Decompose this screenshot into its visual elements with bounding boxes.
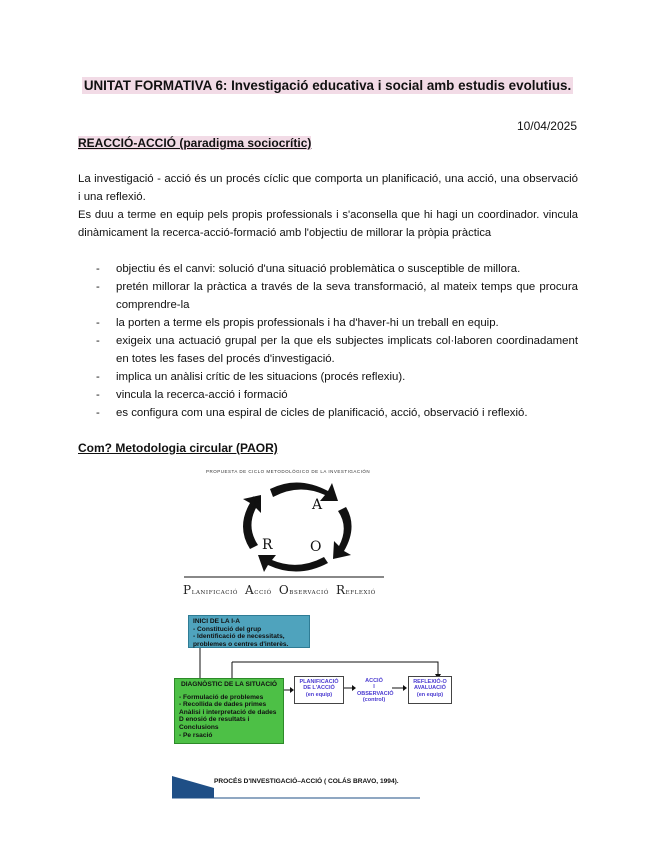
list-item: - objectiu és el canvi: solució d'una situació problemàtica o susceptible de millora.	[78, 260, 578, 278]
section-heading-paor: Com? Metodologia circular (PAOR)	[78, 441, 278, 455]
banner-shape	[172, 776, 214, 798]
paor-cycle-figure	[178, 467, 414, 607]
paor-legend: PLANIFICACIÓ ACCIÓ OBSERVACIÓ REFLEXIÓ	[183, 583, 376, 597]
paragraph-team: Es duu a terme en equip pels propis professionals i s'aconsella que hi hagi un coordinador. vincula dinàmicament la recerca-acció-formació amb l'objectiu de millorar la pròpia pràctica	[78, 209, 578, 239]
paragraph-definition: La investigació - acció és un procés cíclic que comporta un planificació, una acció, una observació i una reflexió.	[78, 173, 578, 203]
arrow-top	[270, 482, 338, 501]
letter-r: R	[262, 537, 273, 553]
letter-p: P	[252, 495, 262, 511]
letter-o: O	[310, 539, 322, 555]
document-date: 10/04/2025	[516, 119, 577, 133]
inici-box: INICI DE LA I-A - Constitució del grup - Identificació de necessitats, problemes o centres d'interès.	[188, 615, 310, 648]
arrow-bottom	[258, 555, 328, 572]
arrow-right	[333, 507, 352, 559]
list-item: - exigeix una actuació grupal per la que els subjectes implicats col·laboren coordinadament en totes les fases del procés d'investigació.	[78, 332, 578, 368]
stage-reflexio: REFLEXIÓ-O AVALUACIÓ (en equip)	[408, 676, 452, 704]
stage-accio: ACCIÓ I OBSERVACIÓ (control)	[357, 678, 394, 703]
list-item: - la porten a terme els propis professionals i ha d'haver-hi un treball en equip.	[78, 314, 578, 332]
stage-planificacio: PLANIFICACIÓ DE L'ACCIÓ (en equip)	[294, 676, 344, 704]
list-item: - vincula la recerca-acció i formació	[78, 386, 578, 404]
characteristics-list	[78, 260, 578, 422]
list-item: - implica un anàlisi crític de les situacions (procés reflexiu).	[78, 368, 578, 386]
diagnostic-box: DIAGNÒSTIC DE LA SITUACIÓ - Formulació de problemes - Recollida de dades primes Anàlisi i interpretació de dades D enosió de resultats i Conclusions - Pe rsació	[174, 678, 284, 744]
list-item: - es configura com una espiral de cicles de planificació, acció, observació i reflexió.	[78, 404, 578, 422]
paor-caption: PROPUESTA DE CICLO METODOLÓGICO DE LA INVESTIGACIÓN	[206, 469, 371, 474]
list-item: - pretén millorar la pràctica a través de la seva transformació, al mateix temps que procura comprendre-la	[78, 278, 578, 314]
letter-a: A	[312, 497, 323, 513]
section-heading-reaccio-accio: REACCIÓ-ACCIÓ (paradigma sociocrític)	[78, 136, 312, 150]
page-title: UNITAT FORMATIVA 6: Investigació educativa i social amb estudis evolutius.	[83, 78, 572, 93]
process-caption: PROCÉS D'INVESTIGACIÓ–ACCIÓ ( COLÁS BRAVO, 1994).	[214, 778, 399, 785]
